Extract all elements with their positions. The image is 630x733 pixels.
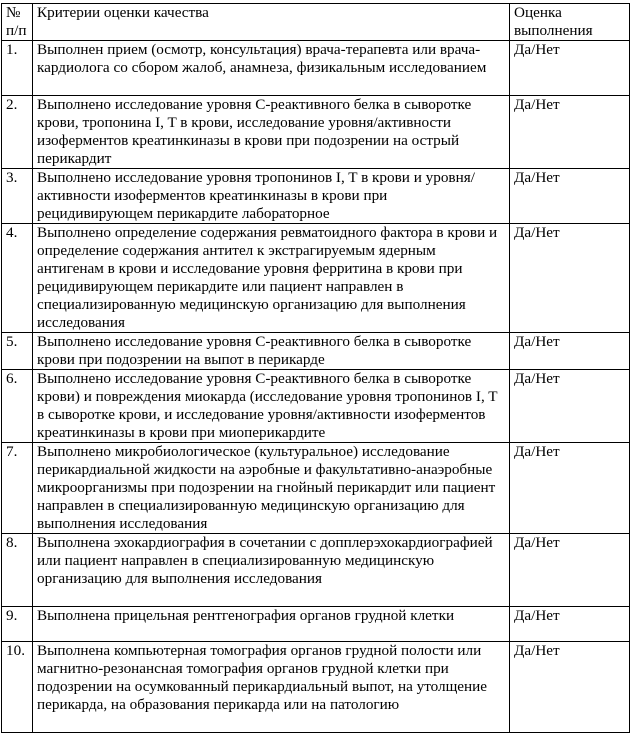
row-criteria: Выполнена эхокардиография в сочетании с допплерэхокардиографией или пациент направлен в специализированную медицинскую организацию для выполнения исследования (33, 534, 510, 607)
header-evaluation: Оценка выполнения (510, 4, 630, 41)
row-number: 3. (2, 169, 33, 224)
row-number: 10. (2, 642, 33, 733)
row-criteria: Выполнена компьютерная томография органов грудной полости или магнитно-резонансная томография органов грудной клетки при подозрении на осумкованный перикардиальный выпот, на утолщение перикарда, на образования перикарда или на патологию (33, 642, 510, 733)
row-number: 4. (2, 224, 33, 333)
quality-criteria-table (1, 3, 630, 733)
row-evaluation: Да/Нет (510, 96, 630, 169)
table-row (2, 642, 630, 733)
row-evaluation: Да/Нет (510, 370, 630, 443)
table-row (2, 443, 630, 534)
row-evaluation: Да/Нет (510, 333, 630, 370)
row-number: 6. (2, 370, 33, 443)
header-criteria: Критерии оценки качества (33, 4, 510, 41)
row-number: 5. (2, 333, 33, 370)
row-evaluation: Да/Нет (510, 443, 630, 534)
table-row (2, 607, 630, 642)
row-criteria: Выполнено исследование уровня С-реактивного белка в сыворотке крови, тропонина I, T в крови, исследование уровня/активности изоферментов креатинкиназы в крови при подозрении на острый перикардит (33, 96, 510, 169)
row-number: 2. (2, 96, 33, 169)
row-evaluation: Да/Нет (510, 169, 630, 224)
table-row (2, 224, 630, 333)
row-criteria: Выполнена прицельная рентгенография органов грудной клетки (33, 607, 510, 642)
row-criteria: Выполнено определение содержания ревматоидного фактора в крови и определение содержания антител к экстрагируемым ядерным антигенам в крови и исследование уровня ферритина в крови при рецидивирующем перикардите или пациент направлен в специализированную медицинскую организацию для выполнения исследования (33, 224, 510, 333)
row-number: 1. (2, 41, 33, 96)
table-row (2, 370, 630, 443)
row-number: 9. (2, 607, 33, 642)
table-row (2, 534, 630, 607)
row-evaluation: Да/Нет (510, 642, 630, 733)
row-criteria: Выполнено исследование уровня С-реактивного белка в сыворотке крови при подозрении на выпот в перикарде (33, 333, 510, 370)
row-evaluation: Да/Нет (510, 41, 630, 96)
row-evaluation: Да/Нет (510, 534, 630, 607)
header-number: № п/п (2, 4, 33, 41)
table-row (2, 96, 630, 169)
row-criteria: Выполнено исследование уровня С-реактивного белка в сыворотке крови) и повреждения миокарда (исследование уровня тропонинов I, T в сыворотке крови, и исследование уровня/активности изоферментов креатинкиназы в крови при миоперикардите (33, 370, 510, 443)
table-row (2, 41, 630, 96)
row-evaluation: Да/Нет (510, 607, 630, 642)
row-number: 7. (2, 443, 33, 534)
row-criteria: Выполнено микробиологическое (культуральное) исследование перикардиальной жидкости на аэробные и факультативно-анаэробные микроорганизмы при подозрении на гнойный перикардит или пациент направлен в специализированную медицинскую организацию для выполнения исследования (33, 443, 510, 534)
table-row (2, 169, 630, 224)
row-number: 8. (2, 534, 33, 607)
row-criteria: Выполнен прием (осмотр, консультация) врача-терапевта или врача-кардиолога со сбором жалоб, анамнеза, физикальным исследованием (33, 41, 510, 96)
table-row (2, 333, 630, 370)
row-evaluation: Да/Нет (510, 224, 630, 333)
row-criteria: Выполнено исследование уровня тропонинов I, T в крови и уровня/активности изоферментов креатинкиназы в крови при рецидивирующем перикардите лабораторное (33, 169, 510, 224)
table-header-row (2, 4, 630, 41)
